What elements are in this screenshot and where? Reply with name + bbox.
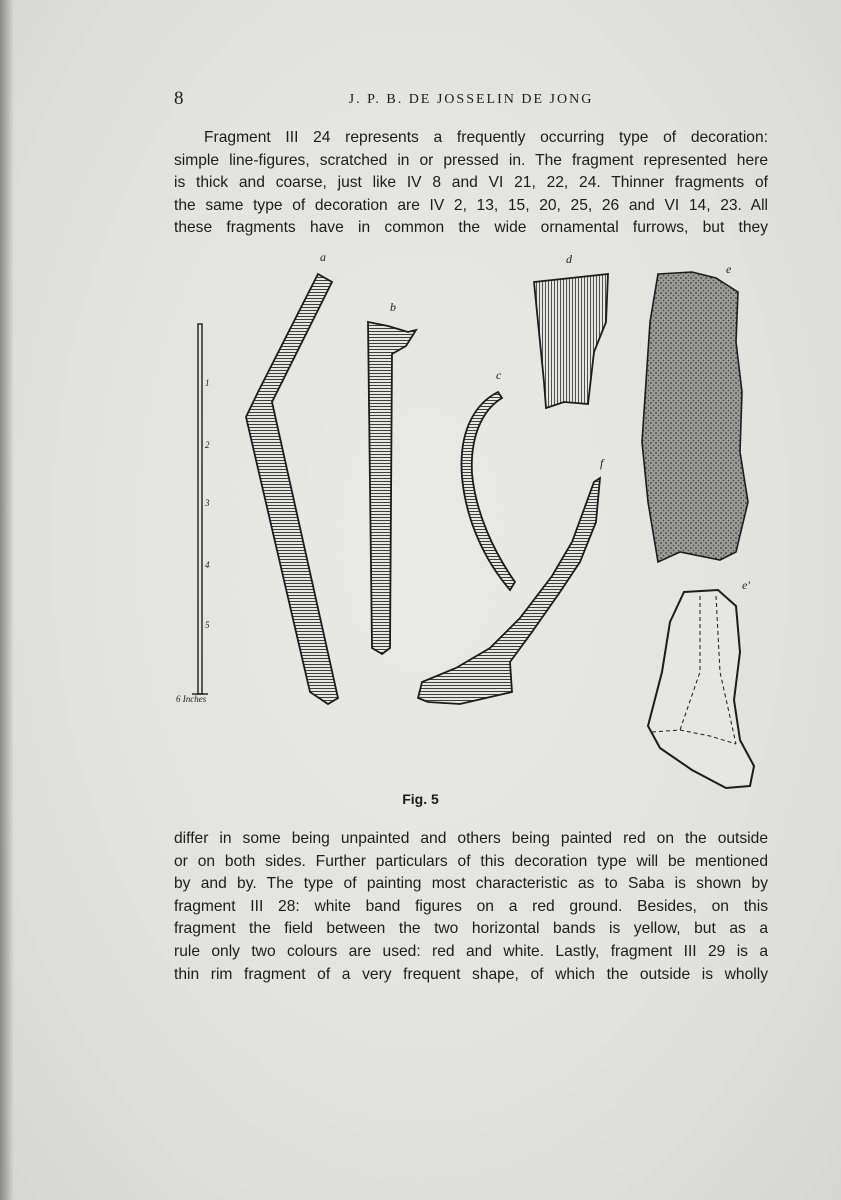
fragment-e bbox=[642, 272, 748, 562]
text-line: thin rim fragment of a very frequent shape, of which the outside is wholly bbox=[174, 965, 768, 983]
text-line: the same type of decoration are IV 2, 13, 15, 20, 25, 26 and VI 14, 23. All bbox=[174, 196, 768, 214]
page-number: 8 bbox=[174, 88, 184, 109]
label-b: b bbox=[390, 300, 396, 314]
page-edge-shadow bbox=[0, 0, 14, 1200]
scale-unit-label: 6 Inches bbox=[176, 694, 207, 704]
scale-tick-1: 1 bbox=[205, 378, 210, 388]
fragment-b bbox=[368, 322, 416, 654]
fragment-e-prime bbox=[648, 590, 754, 788]
running-head: J. P. B. DE JOSSELIN DE JONG bbox=[348, 92, 594, 107]
label-d: d bbox=[566, 252, 572, 266]
text-line: by and by. The type of painting most characteristic as to Saba is shown by bbox=[174, 875, 768, 893]
text-line: differ in some being unpainted and others being painted red on the outside bbox=[174, 830, 768, 847]
text-line: rule only two colours are used: red and white. Lastly, fragment III 29 is a bbox=[174, 942, 768, 960]
label-a: a bbox=[320, 250, 326, 264]
text-line: fragment the field between the two horizontal bands is yellow, but as a bbox=[174, 920, 768, 938]
page-header bbox=[174, 88, 768, 112]
paragraph-top bbox=[174, 127, 768, 240]
fragment-f bbox=[418, 478, 600, 704]
scale-tick-2: 2 bbox=[205, 440, 210, 450]
text-line: these fragments have in common the wide ornamental furrows, but they bbox=[174, 219, 768, 237]
paragraph-bottom bbox=[174, 828, 768, 986]
figure-caption: Fig. 5 bbox=[402, 791, 439, 807]
text-line: Fragment III 24 represents a frequently occurring type of decoration: bbox=[204, 129, 768, 146]
text-line: is thick and coarse, just like IV 8 and VI 21, 22, 24. Thinner fragments of bbox=[174, 174, 768, 192]
text-line: or on both sides. Further particulars of this decoration type will be mentioned bbox=[174, 852, 768, 870]
fragment-d bbox=[534, 274, 608, 408]
scale-tick-5: 5 bbox=[205, 620, 210, 630]
scale-bar-rule bbox=[198, 324, 202, 694]
label-e-prime: e' bbox=[742, 578, 750, 592]
scale-tick-3: 3 bbox=[205, 498, 210, 508]
label-f: f bbox=[600, 456, 604, 470]
text-line: simple line-figures, scratched in or pressed in. The fragment represented here bbox=[174, 151, 768, 169]
label-e: e bbox=[726, 262, 732, 276]
label-c: c bbox=[496, 368, 502, 382]
text-line: fragment III 28: white band figures on a red ground. Besides, on this bbox=[174, 897, 768, 915]
fragment-a bbox=[246, 274, 338, 704]
figure-5 bbox=[160, 252, 780, 792]
scale-tick-4: 4 bbox=[205, 560, 210, 570]
fragment-drawings bbox=[160, 252, 780, 792]
fragment-c bbox=[461, 392, 515, 590]
